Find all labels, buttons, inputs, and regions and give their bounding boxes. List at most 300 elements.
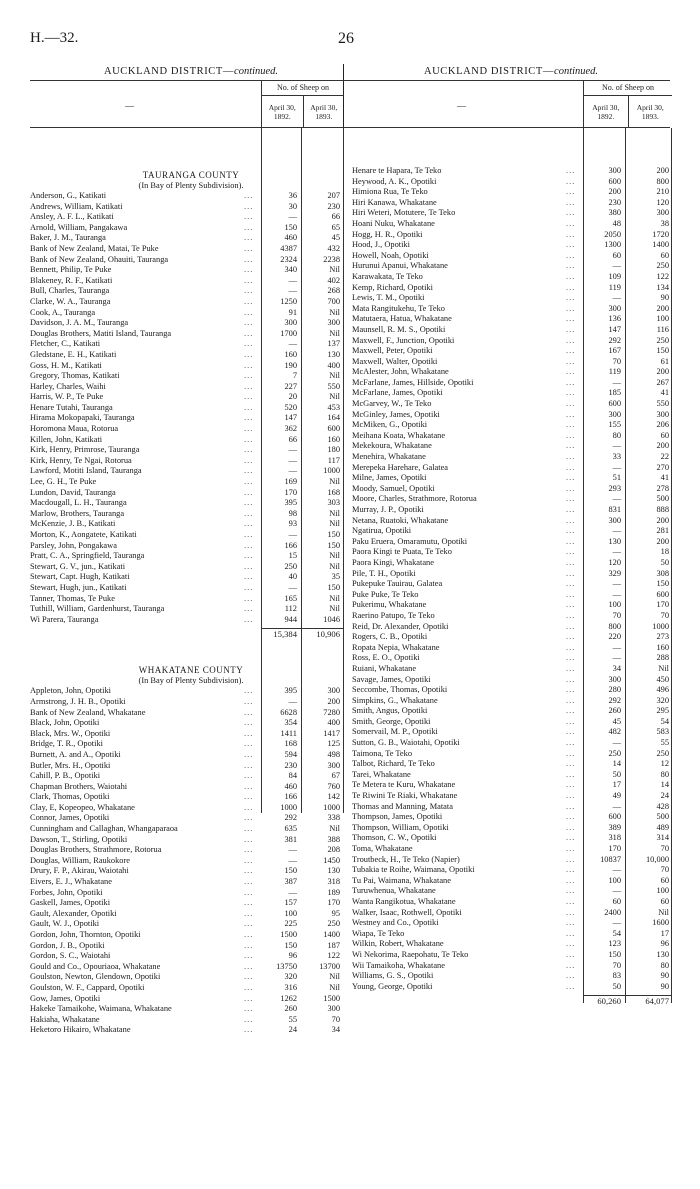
- owner-name: Turuwhenua, Whakatane: [352, 886, 436, 896]
- owner-name: Henare Tutahi, Tauranga: [30, 402, 113, 412]
- leader-dots: ...: [566, 473, 576, 483]
- total-1892: 60,260: [597, 996, 621, 1007]
- table-row: [352, 971, 670, 982]
- sheep-1892: —: [612, 526, 621, 536]
- owner-name: Dawson, T., Stirling, Opotiki: [30, 834, 128, 844]
- sheep-1893: 1450: [323, 855, 340, 865]
- leader-dots: ...: [566, 314, 576, 324]
- sheep-1893: 150: [327, 530, 340, 539]
- leader-dots: ...: [566, 663, 576, 673]
- owner-name: Eivers, E. J., Whakatane: [30, 877, 112, 887]
- sheep-1892: 594: [284, 749, 297, 759]
- table-row: [30, 888, 352, 899]
- leader-dots: ...: [244, 982, 254, 992]
- owner-name: Moody, Samuel, Opotiki: [352, 483, 435, 493]
- leader-dots: ...: [244, 530, 254, 539]
- owner-name: Tuthill, William, Gardenhurst, Tauranga: [30, 604, 165, 614]
- county-total-row: [30, 625, 352, 643]
- table-row: [30, 329, 352, 340]
- sheep-1893: 187: [327, 940, 340, 950]
- leader-dots: ...: [244, 455, 254, 465]
- sheep-1893: 170: [656, 600, 669, 610]
- table-row: [352, 177, 670, 188]
- sheep-1893: 1400: [652, 240, 669, 250]
- sheep-1892: 100: [284, 908, 297, 918]
- sheep-1892: 292: [608, 335, 621, 345]
- sheep-1892: 49: [612, 791, 621, 801]
- sheep-1892: 91: [288, 307, 297, 317]
- sheep-1892: 635: [284, 824, 297, 834]
- leader-dots: ...: [566, 928, 576, 938]
- owner-name: Thompson, William, Opotiki: [352, 822, 449, 832]
- sheep-1893: Nil: [658, 663, 669, 673]
- owner-name: Tu Pai, Waimana, Whakatane: [352, 875, 451, 885]
- sheep-1892: 119: [608, 282, 621, 292]
- leader-dots: ...: [566, 250, 576, 260]
- sheep-1892: —: [288, 887, 297, 897]
- sheep-1893: 54: [660, 716, 669, 726]
- leader-dots: ...: [244, 296, 254, 306]
- table-row: [352, 166, 670, 177]
- sheep-1892: —: [612, 886, 621, 896]
- table-row: [352, 738, 670, 749]
- owner-name: Hood, J., Opotiki: [352, 240, 410, 250]
- column-rule: [261, 128, 262, 813]
- owner-name: Toma, Whakatane: [352, 844, 413, 853]
- sheep-1892: 250: [284, 561, 297, 571]
- sheep-1892: 6628: [280, 707, 297, 717]
- sheep-1892: —: [612, 462, 621, 472]
- leader-dots: ...: [566, 896, 576, 906]
- table-row: [352, 537, 670, 548]
- sheep-1892: 944: [284, 614, 297, 624]
- leader-dots: ...: [566, 240, 576, 250]
- owner-name: Thomas and Manning, Matata: [352, 801, 453, 811]
- page-number: 26: [338, 30, 354, 47]
- sheep-1893: 303: [327, 498, 340, 508]
- sheep-1893: Nil: [329, 593, 340, 603]
- sheep-1892: 260: [608, 706, 621, 716]
- sheep-1892: 96: [288, 951, 297, 961]
- table-row: [352, 611, 670, 622]
- leader-dots: ...: [244, 561, 254, 571]
- owner-name: Wiapa, Te Teko: [352, 928, 405, 938]
- owner-name: Black, Mrs. W., Opotiki: [30, 728, 111, 738]
- owner-name: Howell, Noah, Opotiki: [352, 250, 429, 260]
- table-row: [352, 336, 670, 347]
- sheep-1893: 273: [656, 632, 669, 642]
- owner-name: Hogg, H. R., Opotiki: [352, 229, 423, 239]
- leader-dots: ...: [566, 610, 576, 620]
- table-row: [352, 600, 670, 611]
- sheep-1893: 61: [660, 356, 669, 366]
- leader-dots: ...: [244, 930, 254, 939]
- owner-name: Smith, Angus, Opotiki: [352, 706, 428, 716]
- sheep-1893: 1000: [323, 466, 340, 476]
- owner-name: Arnold, William, Pangakawa: [30, 222, 128, 232]
- owner-name: Douglas Brothers, Strathmore, Rotorua: [30, 845, 162, 855]
- table-row: [352, 304, 670, 315]
- sheep-1893: 41: [660, 473, 669, 483]
- leader-dots: ...: [566, 483, 576, 493]
- owner-name: Puke Puke, Te Teko: [352, 589, 419, 599]
- table-row: [30, 845, 352, 856]
- sheep-1892: 460: [284, 781, 297, 791]
- owner-name: Pukerimu, Whakatane: [352, 600, 427, 610]
- sheep-1893: 160: [656, 642, 669, 652]
- sheep-1892: 2400: [604, 907, 621, 917]
- sheep-1892: 190: [284, 360, 297, 370]
- table-row: [30, 466, 352, 477]
- sheep-1893: Nil: [329, 307, 340, 317]
- table-row: [352, 484, 670, 495]
- sheep-1892: 55: [288, 1014, 297, 1024]
- leader-dots: ...: [566, 430, 576, 440]
- owner-name: Ruiani, Whakatane: [352, 663, 417, 673]
- leader-dots: ...: [244, 614, 254, 624]
- owner-name: Killen, John, Katikati: [30, 434, 103, 444]
- sheep-1892: 300: [608, 674, 621, 684]
- owner-name: Bull, Charles, Tauranga: [30, 286, 110, 296]
- sheep-1893: 60: [660, 875, 669, 885]
- owner-name: Walker, Isaac, Rothwell, Opotiki: [352, 907, 462, 917]
- table-row: [30, 708, 352, 719]
- owner-name: Bank of New Zealand, Ohauiti, Tauranga: [30, 254, 169, 264]
- sheep-1892: —: [612, 547, 621, 557]
- sheep-1893: 281: [656, 526, 669, 536]
- leader-dots: ...: [244, 402, 254, 412]
- year-1893-header: April 30, 1893.: [303, 96, 345, 127]
- sheep-1893: Nil: [329, 371, 340, 381]
- owner-name: Lewis, T. M., Opotiki: [352, 293, 425, 303]
- sheep-1892: —: [612, 494, 621, 504]
- sheep-1893: 300: [327, 318, 340, 328]
- sheep-1893: Nil: [329, 604, 340, 614]
- sheep-1893: Nil: [329, 982, 340, 992]
- sheep-1893: 45: [331, 233, 340, 243]
- owner-name: Chapman Brothers, Waiotahi: [30, 781, 128, 791]
- owner-name: Bridge, T. R., Opotiki: [30, 739, 103, 749]
- owner-name: Simpkins, G., Whakatane: [352, 695, 438, 705]
- owner-name: Hakeke Tamaikohe, Waimana, Whakatane: [30, 1004, 172, 1014]
- district-title: AUCKLAND DISTRICT—continued.: [103, 66, 279, 77]
- owner-name: Marlow, Brothers, Tauranga: [30, 508, 125, 518]
- leader-dots: ...: [566, 780, 576, 790]
- sheep-1893: 300: [656, 409, 669, 419]
- table-row: [352, 706, 670, 717]
- leader-dots: ...: [566, 822, 576, 832]
- owner-name: Armstrong, J. H. B., Opotiki: [30, 696, 126, 706]
- table-row: [352, 929, 670, 940]
- leader-dots: ...: [566, 176, 576, 186]
- owner-name: Gault, W. J., Opotiki: [30, 919, 100, 929]
- table-row: [352, 399, 670, 410]
- sheep-1892: 600: [608, 399, 621, 409]
- sheep-1893: 55: [660, 738, 669, 748]
- sheep-1892: 123: [608, 939, 621, 949]
- sheep-1893: Nil: [329, 972, 340, 982]
- table-row: [352, 452, 670, 463]
- leader-dots: ...: [244, 349, 254, 359]
- sheep-1892: 1700: [280, 328, 297, 338]
- sheep-1893: 1500: [323, 993, 340, 1003]
- sheep-1892: 147: [284, 413, 297, 423]
- sheep-1893: 600: [327, 424, 340, 434]
- owner-name: Maxwell, F., Junction, Opotiki: [352, 335, 455, 345]
- sheep-1892: 80: [612, 430, 621, 440]
- sheep-1893: Nil: [329, 328, 340, 338]
- leader-dots: ...: [566, 886, 576, 896]
- table-row: [30, 233, 352, 244]
- sheep-1892: 389: [608, 822, 621, 832]
- table-row: [352, 823, 670, 834]
- sheep-1892: 280: [608, 685, 621, 695]
- sheep-1893: 200: [656, 441, 669, 451]
- sheep-1892: 300: [608, 166, 621, 175]
- sheep-1893: 35: [331, 572, 340, 582]
- owner-name: Goulston, Newton, Glendown, Opotiki: [30, 972, 161, 982]
- owner-name: Goss, H. M., Katikati: [30, 360, 102, 370]
- sheep-1892: —: [288, 582, 297, 592]
- table-row: [352, 494, 670, 505]
- table-row: [30, 361, 352, 372]
- leader-dots: ...: [566, 166, 576, 175]
- sheep-1893: 100: [656, 886, 669, 896]
- table-row: [352, 505, 670, 516]
- owner-name: Reid, Dr. Alexander, Opotiki: [352, 621, 449, 631]
- owner-name: Tubakia te Roihe, Waimana, Opotiki: [352, 865, 475, 875]
- owner-name: Menehira, Whakatane: [352, 452, 426, 462]
- table-row: [30, 276, 352, 287]
- table-row: [30, 562, 352, 573]
- owner-name: Ross, E. O., Opotiki: [352, 653, 420, 663]
- sheep-1893: 1417: [323, 728, 340, 738]
- sheep-1892: 300: [608, 303, 621, 313]
- table-row: [352, 939, 670, 950]
- owner-name: Drury, F. P., Akirau, Waiotahi: [30, 866, 129, 876]
- sheep-1892: —: [288, 286, 297, 296]
- sheep-1892: 166: [284, 792, 297, 802]
- leader-dots: ...: [566, 875, 576, 885]
- sheep-1892: 800: [608, 621, 621, 631]
- sheep-1892: —: [288, 466, 297, 476]
- sheep-1893: 500: [656, 812, 669, 822]
- table-row: [352, 780, 670, 791]
- owner-name: Gault, Alexander, Opotiki: [30, 908, 117, 918]
- sheep-1893: 50: [660, 557, 669, 567]
- table-row: [30, 541, 352, 552]
- sheep-count-header: [261, 81, 344, 127]
- leader-dots: ...: [244, 328, 254, 338]
- sheep-1893: 288: [656, 653, 669, 663]
- table-row: [352, 833, 670, 844]
- owner-name: Maxwell, Peter, Opotiki: [352, 346, 433, 356]
- table-row: [352, 717, 670, 728]
- table-row: [352, 473, 670, 484]
- sheep-1892: —: [288, 212, 297, 222]
- sheep-1892: —: [612, 261, 621, 271]
- leader-dots: ...: [244, 993, 254, 1003]
- sheep-1892: 147: [608, 324, 621, 334]
- table-row: [30, 962, 352, 973]
- owner-name: Kirk, Henry, Te Ngai, Rotorua: [30, 455, 132, 465]
- sheep-1892: 93: [288, 519, 297, 529]
- leader-dots: ...: [244, 771, 254, 781]
- leader-dots: ...: [244, 360, 254, 370]
- owner-name: McAlester, John, Whakatane: [352, 367, 449, 377]
- leader-dots: ...: [566, 716, 576, 726]
- leader-dots: ...: [566, 462, 576, 472]
- leader-dots: ...: [566, 420, 576, 430]
- leader-dots: ...: [244, 275, 254, 285]
- owner-name: Young, George, Opotiki: [352, 981, 433, 991]
- owner-name: Gledstane, E. H., Katikati: [30, 349, 117, 359]
- owner-name: Andrews, William, Katikati: [30, 201, 123, 211]
- sheep-1892: 150: [284, 866, 297, 876]
- table-row: [30, 456, 352, 467]
- sheep-1892: 170: [608, 844, 621, 853]
- sheep-1893: 7280: [323, 707, 340, 717]
- owner-name: Merepeka Harehare, Galatea: [352, 462, 449, 472]
- sheep-1892: 84: [288, 771, 297, 781]
- owner-name: Te Riwini Te Riaki, Whakatane: [352, 791, 458, 801]
- leader-dots: ...: [566, 356, 576, 366]
- owner-name: Hiri Weteri, Motutere, Te Teko: [352, 208, 456, 218]
- leader-dots: ...: [244, 498, 254, 508]
- leader-dots: ...: [244, 424, 254, 434]
- leader-dots: ...: [566, 748, 576, 758]
- leader-dots: ...: [566, 452, 576, 462]
- sheep-1892: 48: [612, 218, 621, 228]
- sheep-1892: 362: [284, 424, 297, 434]
- sheep-1892: 318: [608, 833, 621, 843]
- owner-name: Wi Parera, Tauranga: [30, 614, 99, 624]
- table-header: [30, 80, 352, 128]
- sheep-1893: 13700: [319, 961, 340, 971]
- sheep-1893: 338: [327, 813, 340, 823]
- owner-name: Clay, E, Kopeopeo, Whakatane: [30, 802, 135, 812]
- table-row: [30, 424, 352, 435]
- owner-name: Netana, Ruatoki, Whakatane: [352, 515, 449, 525]
- table-row: [30, 445, 352, 456]
- table-row: [352, 749, 670, 760]
- sheep-1893: 432: [327, 243, 340, 253]
- leader-dots: ...: [244, 286, 254, 296]
- owner-name: McGinley, James, Opotiki: [352, 409, 440, 419]
- leader-dots: ...: [244, 339, 254, 349]
- table-row: [30, 835, 352, 846]
- leader-dots: ...: [244, 508, 254, 518]
- owner-name: McGarvey, W., Te Teko: [352, 399, 432, 409]
- table-row: [30, 983, 352, 994]
- leader-dots: ...: [244, 519, 254, 529]
- owner-name: Cunningham and Callaghan, Whangaparaoa: [30, 824, 178, 834]
- sheep-1893: 10,000: [645, 854, 669, 864]
- leader-dots: ...: [244, 254, 254, 264]
- leader-dots: ...: [566, 939, 576, 949]
- sheep-1893: Nil: [329, 392, 340, 402]
- leader-dots: ...: [566, 568, 576, 578]
- table-row: [352, 367, 670, 378]
- leader-dots: ...: [566, 441, 576, 451]
- table-row: [352, 293, 670, 304]
- sheep-1893: 160: [327, 434, 340, 444]
- owner-name: Pile, T. H., Opotiki: [352, 568, 416, 578]
- sheep-1893: Nil: [329, 477, 340, 487]
- sheep-1893: 600: [656, 589, 669, 599]
- table-row: [30, 771, 352, 782]
- sheep-1892: 15: [288, 551, 297, 561]
- leader-dots: ...: [566, 960, 576, 970]
- table-row: [352, 632, 670, 643]
- sheep-1892: 170: [284, 487, 297, 497]
- sheep-1892: 112: [284, 604, 297, 614]
- leader-dots: ...: [566, 589, 576, 599]
- table-row: [30, 350, 352, 361]
- leader-dots: ...: [566, 505, 576, 514]
- sheep-1892: 329: [608, 568, 621, 578]
- leader-dots: ...: [244, 582, 254, 592]
- column-rule: [583, 128, 584, 1003]
- table-row: [352, 526, 670, 537]
- owner-name: Maxwell, Walter, Opotiki: [352, 356, 438, 366]
- sheep-1892: 293: [608, 483, 621, 493]
- owner-name: Pukepuke Tauirau, Galatea: [352, 579, 443, 589]
- sheep-1893: 308: [656, 568, 669, 578]
- table-row: [352, 314, 670, 325]
- owner-name: Parsley, John, Pongakawa: [30, 540, 117, 550]
- sheep-1892: 2050: [604, 229, 621, 239]
- owner-name: Himiona Rua, Te Teko: [352, 187, 428, 197]
- sheep-1893: 402: [327, 275, 340, 285]
- sheep-1892: 50: [612, 981, 621, 991]
- owner-name: Wilkin, Robert, Whakatane: [352, 939, 444, 949]
- sheep-1892: —: [288, 696, 297, 706]
- sheep-1892: 225: [284, 919, 297, 929]
- sheep-1892: 340: [284, 265, 297, 275]
- table-row: [30, 191, 352, 202]
- leader-dots: ...: [244, 834, 254, 844]
- table-row: [30, 1004, 352, 1015]
- table-row: [30, 551, 352, 562]
- leader-dots: ...: [566, 695, 576, 705]
- table-row: [30, 941, 352, 952]
- owner-name: Lawford, Motiti Island, Tauranga: [30, 466, 142, 476]
- sheep-1893: 2238: [323, 254, 340, 264]
- owner-name: Talbot, Richard, Te Teko: [352, 759, 435, 769]
- sheep-1893: 80: [660, 960, 669, 970]
- table-row: [352, 791, 670, 802]
- sheep-1892: —: [288, 275, 297, 285]
- table-row: [352, 219, 670, 230]
- report-reference: H.—32.: [30, 30, 79, 46]
- sheep-1892: 166: [284, 540, 297, 550]
- sheep-1893: 200: [656, 303, 669, 313]
- sheep-1892: —: [612, 642, 621, 652]
- sheep-1893: 388: [327, 834, 340, 844]
- owner-name: Ngatirua, Opotiki: [352, 526, 412, 536]
- leader-dots: ...: [244, 718, 254, 728]
- table-row: [30, 994, 352, 1005]
- owner-name: Meihana Koata, Whakatane: [352, 430, 446, 440]
- sheep-1892: 17: [612, 780, 621, 790]
- leader-dots: ...: [244, 940, 254, 950]
- table-row: [352, 664, 670, 675]
- owner-name: Bennett, Philip, Te Puke: [30, 265, 112, 275]
- owner-name: Ansley, A. F. L., Katikati: [30, 212, 114, 222]
- sheep-1893: Nil: [329, 824, 340, 834]
- table-row: [30, 308, 352, 319]
